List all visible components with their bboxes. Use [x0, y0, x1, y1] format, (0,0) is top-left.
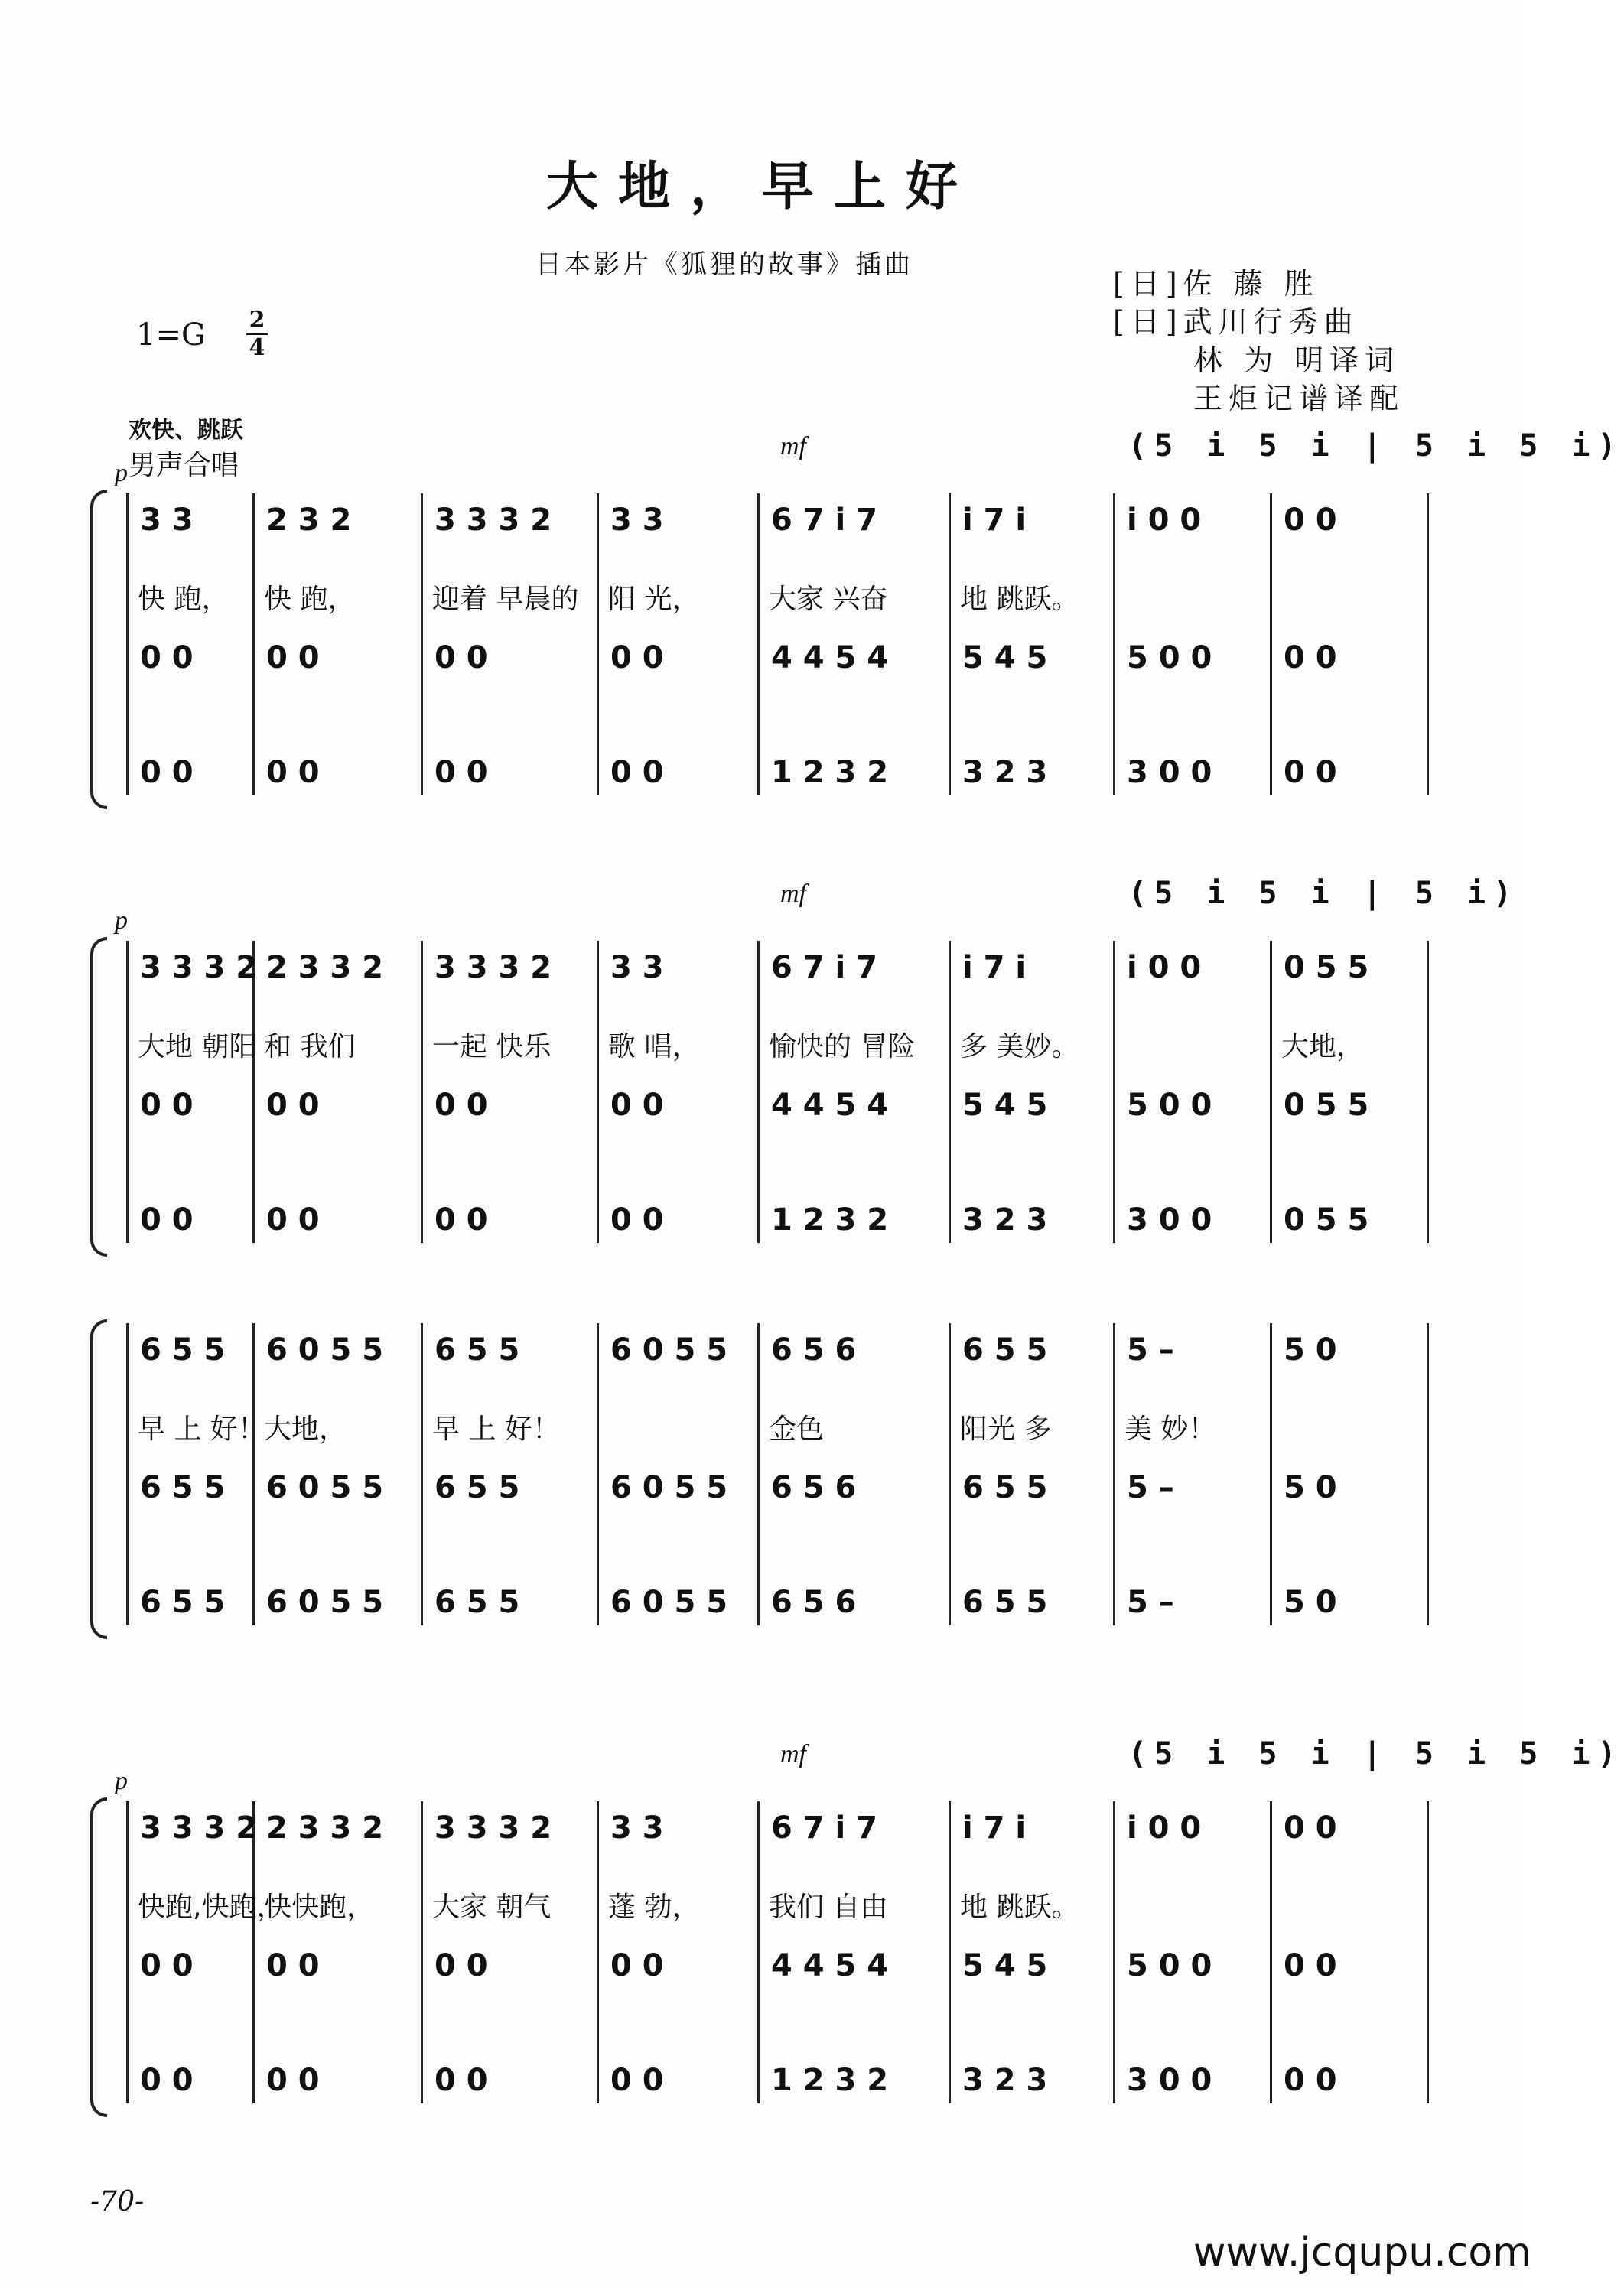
notation-measure: 4 4 5 4	[771, 640, 889, 675]
notation-measure: 0 5 5	[1284, 950, 1369, 985]
notation-measure: 3 3	[140, 503, 194, 538]
notation-measure: 5 0 0	[1127, 640, 1212, 675]
bar-line	[252, 1801, 255, 2103]
notation-measure: i 7 i	[962, 503, 1027, 538]
notation-measure: 0 0	[140, 1202, 194, 1238]
notation-measure: 0 0	[140, 1948, 194, 1983]
bar-line	[757, 493, 760, 795]
system-brace	[90, 937, 107, 1257]
notation-measure: 6 5 6	[771, 1332, 857, 1368]
notation-measure: 6 5 5	[434, 1585, 520, 1620]
notation-measure: 3 3 3 2	[434, 1810, 552, 1846]
notation-measure: 0 0	[1284, 640, 1337, 675]
notation-measure: 2 3 2	[266, 503, 352, 538]
notation-measure: 5 4 5	[962, 1088, 1048, 1123]
notation-measure: 3 3	[610, 950, 664, 985]
notation-measure: 0 0	[140, 2063, 194, 2098]
notation-measure: 4 4 5 4	[771, 1948, 889, 1983]
bar-line	[1113, 941, 1115, 1243]
bar-line	[949, 493, 951, 795]
notation-measure: 0 0	[1284, 755, 1337, 790]
notation-measure: 1 2 3 2	[771, 755, 889, 790]
notation-measure: 6 5 5	[962, 1470, 1048, 1505]
bar-line	[597, 941, 599, 1243]
notation-measure: 3 2 3	[962, 1202, 1048, 1238]
notation-measure: 0 0	[266, 640, 320, 675]
notation-measure: 0 0	[140, 755, 194, 790]
lyric-text: 大家 朝气	[432, 1892, 552, 1923]
notation-measure: i 0 0	[1127, 503, 1202, 538]
notation-measure: 3 3 3 2	[140, 950, 258, 985]
voice-label: 男声合唱	[129, 450, 239, 481]
lyric-text: 快 跑，	[264, 584, 356, 615]
bar-line	[126, 493, 129, 795]
bar-line	[126, 1801, 129, 2103]
bar-line	[757, 941, 760, 1243]
lyric-text: 歌 唱，	[608, 1031, 700, 1062]
notation-measure: 6 0 5 5	[610, 1470, 728, 1505]
lyric-text: 阳 光，	[608, 584, 700, 615]
bar-line	[1427, 493, 1429, 795]
dynamic-p: p	[115, 459, 128, 487]
notation-measure: 6 7 i 7	[771, 950, 877, 985]
lyric-text: 大地，	[1281, 1031, 1365, 1062]
notation-measure: 0 0	[1284, 1948, 1337, 1983]
notation-measure: 0 0	[266, 2063, 320, 2098]
bar-line	[252, 1323, 255, 1625]
lyric-text: 早 上 好！	[138, 1414, 265, 1445]
bar-line	[1270, 941, 1272, 1243]
notation-measure: 6 0 5 5	[266, 1470, 384, 1505]
notation-measure: 6 5 6	[771, 1470, 857, 1505]
notation-measure: 0 0	[434, 1088, 488, 1123]
dynamic-mf: mf	[780, 880, 806, 908]
tempo-marking: 欢快、跳跃	[129, 417, 243, 444]
lyric-text: 和 我们	[264, 1031, 356, 1062]
notation-measure: 6 7 i 7	[771, 1810, 877, 1846]
notation-measure: 1 2 3 2	[771, 2063, 889, 2098]
notation-measure: 0 0	[610, 1948, 664, 1983]
notation-measure: 5 0	[1284, 1585, 1337, 1620]
bar-line	[1270, 1801, 1272, 2103]
notation-measure: 3 3 3 2	[434, 503, 552, 538]
lyric-text: 快快跑，	[264, 1892, 375, 1923]
key-signature: 1=G	[136, 317, 206, 353]
notation-measure: 6 5 5	[962, 1585, 1048, 1620]
lyric-text: 快跑,快跑，	[138, 1892, 285, 1923]
notation-measure: 0 0	[1284, 503, 1337, 538]
notation-measure: i 7 i	[962, 1810, 1027, 1846]
notation-measure: 5 0 0	[1127, 1088, 1212, 1123]
notation-measure: 2 3 3 2	[266, 1810, 384, 1846]
notation-measure: 5 –	[1127, 1332, 1174, 1368]
notation-measure: i 0 0	[1127, 950, 1202, 985]
bar-line	[421, 493, 423, 795]
bar-line	[252, 493, 255, 795]
lyric-text: 阳光 多	[960, 1414, 1052, 1445]
notation-measure: 1 2 3 2	[771, 1202, 889, 1238]
song-subtitle: 日本影片《狐狸的故事》插曲	[535, 249, 913, 280]
bar-line	[1113, 1323, 1115, 1625]
dynamic-mf: mf	[780, 1740, 806, 1768]
bar-line	[421, 1801, 423, 2103]
bar-line	[421, 1323, 423, 1625]
notation-measure: 0 0	[434, 2063, 488, 2098]
lyric-text: 多 美妙。	[960, 1031, 1079, 1062]
bar-line	[1113, 1801, 1115, 2103]
credit-lyricist: 林 为 明译词	[1193, 343, 1401, 377]
notation-measure: 3 0 0	[1127, 2063, 1212, 2098]
notation-measure: 6 0 5 5	[610, 1332, 728, 1368]
notation-measure: i 0 0	[1127, 1810, 1202, 1846]
notation-measure: 0 0	[266, 755, 320, 790]
lyric-text: 金色	[769, 1414, 825, 1445]
lyric-text: 迎着 早晨的	[432, 584, 579, 615]
lyric-text: 蓬 勃，	[608, 1892, 700, 1923]
notation-measure: 0 0	[1284, 2063, 1337, 2098]
notation-measure: 0 0	[434, 755, 488, 790]
notation-measure: i 7 i	[962, 950, 1027, 985]
notation-measure: 0 5 5	[1284, 1202, 1369, 1238]
bar-line	[597, 1323, 599, 1625]
credit-composer-1: [日]佐 藤 胜	[1113, 267, 1320, 301]
bar-line	[1427, 1801, 1429, 2103]
intro-phrase: (5 i 5 i | 5 i 5 i)	[1128, 1736, 1624, 1771]
notation-measure: 6 5 5	[434, 1470, 520, 1505]
notation-measure: 6 5 5	[140, 1585, 226, 1620]
notation-measure: 2 3 3 2	[266, 950, 384, 985]
dynamic-p: p	[115, 906, 128, 935]
system-brace	[90, 490, 107, 809]
notation-measure: 0 0	[610, 1088, 664, 1123]
bar-line	[597, 1801, 599, 2103]
notation-measure: 5 –	[1127, 1470, 1174, 1505]
credit-arranger: 王炬记谱译配	[1193, 382, 1405, 415]
song-title: 大地，早上好	[545, 156, 978, 217]
watermark: www.jcqupu.com	[1193, 2230, 1531, 2276]
time-signature-top: 2	[249, 307, 265, 333]
notation-measure: 3 0 0	[1127, 1202, 1212, 1238]
notation-measure: 6 5 5	[140, 1470, 226, 1505]
bar-line	[757, 1323, 760, 1625]
notation-measure: 6 5 5	[962, 1332, 1048, 1368]
bar-line	[597, 493, 599, 795]
bar-line	[252, 941, 255, 1243]
lyric-text: 我们 自由	[769, 1892, 888, 1923]
notation-measure: 5 0	[1284, 1470, 1337, 1505]
bar-line	[126, 1323, 129, 1625]
bar-line	[949, 1801, 951, 2103]
bar-line	[1270, 493, 1272, 795]
lyric-text: 大地，	[264, 1414, 347, 1445]
bar-line	[1113, 493, 1115, 795]
time-signature	[246, 307, 268, 361]
notation-measure: 5 –	[1127, 1585, 1174, 1620]
lyric-text: 大家 兴奋	[769, 584, 888, 615]
notation-measure: 0 0	[266, 1948, 320, 1983]
notation-measure: 3 2 3	[962, 755, 1048, 790]
notation-measure: 0 0	[434, 1948, 488, 1983]
notation-measure: 0 5 5	[1284, 1088, 1369, 1123]
intro-phrase: (5 i 5 i | 5 i 5 i)	[1128, 428, 1624, 464]
notation-measure: 6 5 5	[434, 1332, 520, 1368]
bar-line	[949, 1323, 951, 1625]
notation-measure: 0 0	[434, 640, 488, 675]
dynamic-mf: mf	[780, 432, 806, 460]
notation-measure: 5 4 5	[962, 1948, 1048, 1983]
lyric-text: 地 跳跃。	[960, 584, 1079, 615]
notation-measure: 3 3	[610, 503, 664, 538]
notation-measure: 0 0	[610, 640, 664, 675]
dynamic-p: p	[115, 1767, 128, 1795]
bar-line	[126, 941, 129, 1243]
bar-line	[1427, 941, 1429, 1243]
lyric-text: 快 跑，	[138, 584, 229, 615]
notation-measure: 0 0	[610, 755, 664, 790]
notation-measure: 0 0	[610, 1202, 664, 1238]
notation-measure: 0 0	[434, 1202, 488, 1238]
notation-measure: 0 0	[140, 640, 194, 675]
notation-measure: 5 0 0	[1127, 1948, 1212, 1983]
notation-measure: 3 2 3	[962, 2063, 1048, 2098]
notation-measure: 6 7 i 7	[771, 503, 877, 538]
lyric-text: 早 上 好！	[432, 1414, 560, 1445]
system-brace	[90, 1319, 107, 1639]
bar-line	[421, 941, 423, 1243]
notation-measure: 3 0 0	[1127, 755, 1212, 790]
credit-composer-2: [日]武川行秀曲	[1113, 305, 1359, 339]
lyric-text: 大地 朝阳	[138, 1031, 257, 1062]
lyric-text: 一起 快乐	[432, 1031, 552, 1062]
bar-line	[949, 941, 951, 1243]
notation-measure: 3 3 3 2	[434, 950, 552, 985]
bar-line	[757, 1801, 760, 2103]
notation-measure: 5 4 5	[962, 640, 1048, 675]
system-brace	[90, 1797, 107, 2117]
lyric-text: 美 妙！	[1124, 1414, 1216, 1445]
time-signature-bottom: 4	[249, 334, 265, 361]
notation-measure: 5 0	[1284, 1332, 1337, 1368]
notation-measure: 0 0	[1284, 1810, 1337, 1846]
notation-measure: 4 4 5 4	[771, 1088, 889, 1123]
notation-measure: 0 0	[610, 2063, 664, 2098]
intro-phrase: (5 i 5 i | 5 i)	[1128, 876, 1520, 911]
notation-measure: 3 3 3 2	[140, 1810, 258, 1846]
notation-measure: 0 0	[266, 1088, 320, 1123]
notation-measure: 6 0 5 5	[610, 1585, 728, 1620]
lyric-text: 地 跳跃。	[960, 1892, 1079, 1923]
bar-line	[1427, 1323, 1429, 1625]
bar-line	[1270, 1323, 1272, 1625]
notation-measure: 6 0 5 5	[266, 1585, 384, 1620]
lyric-text: 愉快的 冒险	[769, 1031, 916, 1062]
notation-measure: 6 0 5 5	[266, 1332, 384, 1368]
page-number: -70-	[90, 2186, 145, 2217]
notation-measure: 6 5 6	[771, 1585, 857, 1620]
notation-measure: 6 5 5	[140, 1332, 226, 1368]
notation-measure: 3 3	[610, 1810, 664, 1846]
notation-measure: 0 0	[140, 1088, 194, 1123]
notation-measure: 0 0	[266, 1202, 320, 1238]
